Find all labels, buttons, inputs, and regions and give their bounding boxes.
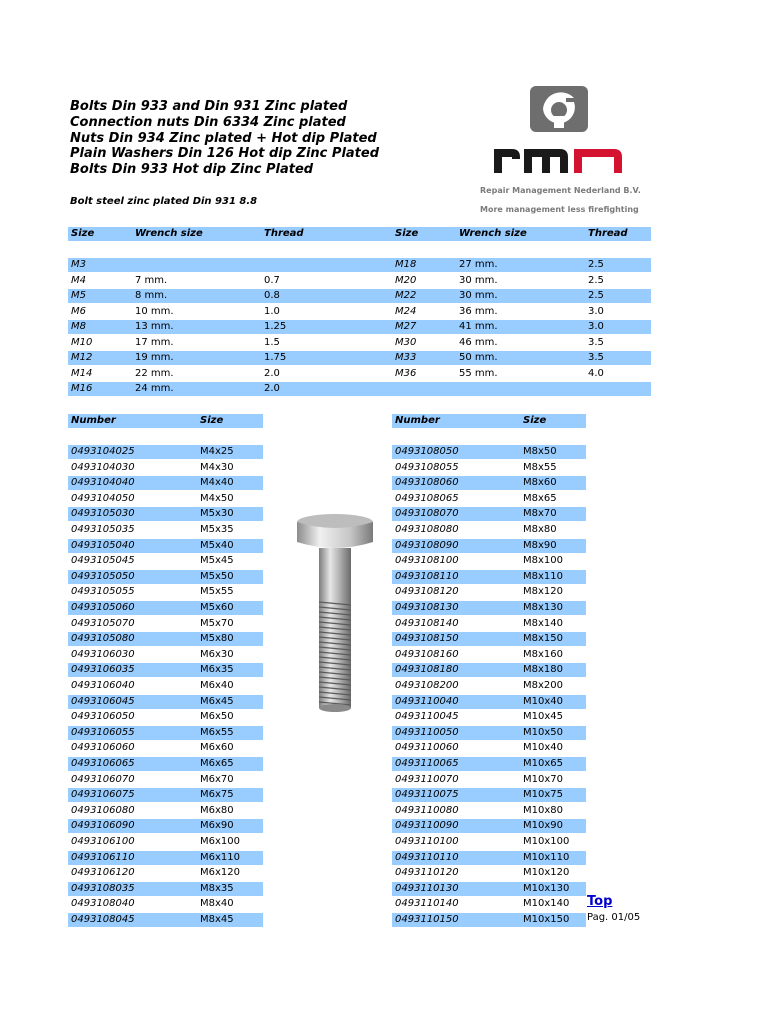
table-row [68,757,263,771]
part-size: M6x110 [200,851,240,863]
part-number: 0493105035 [71,524,135,535]
table-cell: 3.5 [588,336,604,348]
title-line: Connection nuts Din 6334 Zinc plated [70,114,346,130]
part-size: M8x65 [523,492,557,504]
size-table-row [68,351,651,365]
table-row [68,585,263,599]
table-cell: 7 mm. [135,274,168,286]
part-size: M5x80 [200,633,234,645]
table-row [68,804,263,818]
table-cell: 1.0 [264,305,280,317]
part-number: 0493106055 [71,726,135,738]
table-row [392,710,586,724]
part-size: M6x45 [200,695,234,707]
part-size: M10x90 [523,820,563,832]
page-number: Pag. 01/05 [587,912,641,923]
table-cell: M14 [71,367,93,379]
part-number: 0493106100 [71,836,135,847]
part-size: M6x75 [200,789,234,801]
table-row [392,648,586,662]
part-size: M4x30 [200,461,234,473]
table-row [68,819,263,833]
table-row [68,851,263,865]
part-size: M6x50 [200,711,234,723]
table-cell: 2.5 [588,290,604,301]
table-cell: 36 mm. [459,305,498,317]
section-subtitle: Bolt steel zinc plated Din 931 8.8 [70,196,258,207]
size-table-row [68,289,651,303]
column-header: Wrench size [135,228,203,239]
table-row [392,601,586,615]
table-row [68,445,263,459]
table-row [392,585,586,599]
part-number: 0493110120 [395,867,459,879]
table-cell: M20 [395,274,417,286]
part-size: M10x65 [523,758,563,769]
table-row [68,507,263,521]
table-cell: 19 mm. [135,352,174,363]
company-name: Repair Management Nederland B.V. [480,186,641,195]
part-size: M4x40 [200,477,234,489]
part-size: M8x70 [523,508,557,520]
part-number: 0493106045 [71,695,135,707]
part-size: M8x180 [523,664,563,676]
size-table-row [68,382,651,396]
part-number: 0493106090 [71,820,135,832]
part-number: 0493108100 [395,555,459,567]
part-number: 0493108180 [395,664,459,676]
table-row [392,913,586,927]
table-row [392,679,586,693]
table-row [68,835,263,849]
table-cell: 10 mm. [135,305,174,317]
part-number: 0493108120 [395,586,459,598]
table-row [392,523,586,537]
table-row [68,632,263,646]
table-cell: 50 mm. [459,352,498,363]
column-header: Thread [264,228,304,239]
part-number: 0493104030 [71,461,135,473]
part-number: 0493104050 [71,492,135,504]
table-cell: M4 [71,274,86,286]
column-header: Number [395,415,440,426]
part-number: 0493105045 [71,555,135,567]
part-number: 0493108035 [71,882,135,894]
table-row [68,476,263,490]
table-cell: 3.0 [588,305,604,317]
part-size: M10x130 [523,882,570,894]
part-number: 0493106030 [71,648,135,660]
part-size: M6x30 [200,648,234,660]
table-row [392,632,586,646]
column-header: Wrench size [459,228,527,239]
table-cell: 55 mm. [459,367,498,379]
part-number: 0493108040 [71,898,135,910]
number-table-header [392,414,586,428]
part-number: 0493105060 [71,602,135,613]
part-size: M10x110 [523,851,570,863]
part-size: M10x50 [523,726,563,738]
size-table-row [68,320,651,334]
table-cell: M8 [71,321,86,332]
part-size: M5x45 [200,555,234,567]
part-number: 0493110040 [395,695,459,707]
document-titles [70,99,490,178]
top-link[interactable]: Top [587,894,613,909]
table-row [68,617,263,631]
part-number: 0493110130 [395,882,459,894]
table-cell: 13 mm. [135,321,174,332]
company-tagline: More management less firefighting [480,205,639,214]
part-size: M4x25 [200,446,234,457]
part-size: M6x80 [200,804,234,816]
part-number: 0493106035 [71,664,135,676]
table-row [68,773,263,787]
table-cell: M5 [71,290,86,301]
table-cell: M36 [395,367,417,379]
table-row [392,507,586,521]
part-size: M8x140 [523,617,563,629]
table-row [68,726,263,740]
part-size: M6x100 [200,836,240,847]
part-size: M10x40 [523,742,563,754]
table-cell: 27 mm. [459,259,498,270]
rmn-logo-wordmark [494,143,622,173]
part-number: 0493106075 [71,789,135,801]
table-row [392,461,586,475]
part-size: M6x35 [200,664,234,676]
part-number: 0493108050 [395,446,459,457]
table-cell: 41 mm. [459,321,498,332]
part-size: M6x70 [200,773,234,785]
part-size: M8x110 [523,570,563,582]
table-row [392,819,586,833]
part-size: M10x120 [523,867,570,879]
table-cell: M22 [395,290,417,301]
part-number: 0493110060 [395,742,459,754]
part-number: 0493110100 [395,836,459,847]
size-table-row [68,367,651,381]
table-cell: 4.0 [588,367,604,379]
part-number: 0493105055 [71,586,135,598]
table-cell: 8 mm. [135,290,168,301]
table-row [392,897,586,911]
table-row [392,539,586,553]
number-table-header [68,414,263,428]
table-cell: 1.75 [264,352,287,363]
part-number: 0493110150 [395,914,459,925]
part-number: 0493105040 [71,539,135,551]
table-row [392,788,586,802]
part-number: 0493108150 [395,633,459,645]
part-size: M10x140 [523,898,570,910]
column-header: Thread [588,228,628,239]
part-number: 0493110070 [395,773,459,785]
table-row [68,601,263,615]
title-line: Nuts Din 934 Zinc plated + Hot dip Plated [70,130,377,146]
part-number: 0493104040 [71,477,135,489]
table-cell: M33 [395,352,417,363]
part-size: M6x55 [200,726,234,738]
part-size: M6x60 [200,742,234,754]
size-table-row [68,305,651,319]
table-row [392,570,586,584]
part-number: 0493106110 [71,851,135,863]
part-number: 0493105080 [71,633,135,645]
part-size: M8x160 [523,648,563,660]
table-cell: 0.8 [264,290,280,301]
part-number: 0493106040 [71,680,135,691]
table-cell: 1.25 [264,321,287,332]
part-size: M8x40 [200,898,234,910]
part-size: M10x70 [523,773,563,785]
table-row [392,804,586,818]
title-line: Plain Washers Din 126 Hot dip Zinc Plated [70,146,380,162]
part-number: 0493108130 [395,602,459,613]
part-size: M6x90 [200,820,234,832]
size-table-spacer [68,242,651,256]
part-size: M10x40 [523,695,563,707]
table-row [392,835,586,849]
part-number: 0493108065 [395,492,459,504]
table-row [68,539,263,553]
part-number: 0493106060 [71,742,135,754]
part-number: 0493110080 [395,804,459,816]
table-row [68,523,263,537]
column-header: Size [395,228,419,239]
table-cell: 2.0 [264,383,280,394]
part-number: 0493108110 [395,570,459,582]
table-row [68,461,263,475]
part-number: 0493104025 [71,446,135,457]
part-number: 0493106080 [71,804,135,816]
part-size: M8x100 [523,555,563,567]
size-table-header [68,227,651,241]
part-size: M8x55 [523,461,557,473]
table-row [68,695,263,709]
title-line: Bolts Din 933 and Din 931 Zinc plated [70,99,348,114]
table-row [68,710,263,724]
table-cell: 30 mm. [459,290,498,301]
part-number: 0493106120 [71,867,135,879]
table-row [68,492,263,506]
part-size: M8x60 [523,477,557,489]
table-row [392,476,586,490]
part-number: 0493108080 [395,524,459,535]
table-row [392,882,586,896]
table-row [68,679,263,693]
part-number: 0493108160 [395,648,459,660]
column-header: Size [71,228,95,239]
table-cell: M6 [71,305,86,317]
part-number: 0493110075 [395,789,459,801]
part-number: 0493106065 [71,758,135,769]
table-cell: M12 [71,352,93,363]
column-header: Size [200,415,224,426]
part-size: M10x75 [523,789,563,801]
part-number: 0493106050 [71,711,135,723]
part-size: M8x80 [523,524,557,535]
table-cell: M24 [395,305,417,317]
table-cell: 46 mm. [459,336,498,348]
column-header: Size [523,415,547,426]
table-row [392,617,586,631]
part-number: 0493105050 [71,570,135,582]
part-size: M8x45 [200,914,234,925]
part-size: M8x90 [523,539,557,551]
table-row [68,788,263,802]
table-cell: M3 [71,259,86,270]
table-row [68,741,263,755]
table-cell: 17 mm. [135,336,174,348]
table-cell: 3.0 [588,321,604,332]
table-cell: M10 [71,336,93,348]
table-row [392,695,586,709]
part-size: M10x100 [523,836,570,847]
size-table-row [68,258,651,272]
part-number: 0493106070 [71,773,135,785]
part-number: 0493110045 [395,711,459,723]
table-cell: 3.5 [588,352,604,363]
part-size: M5x40 [200,539,234,551]
part-size: M5x50 [200,570,234,582]
part-size: M8x50 [523,446,557,457]
table-cell: M16 [71,383,93,394]
table-cell: 22 mm. [135,367,174,379]
part-size: M8x130 [523,602,563,613]
table-cell: 2.5 [588,274,604,286]
part-number: 0493110090 [395,820,459,832]
part-size: M5x35 [200,524,234,535]
part-size: M8x120 [523,586,563,598]
part-size: M5x55 [200,586,234,598]
table-cell: 2.5 [588,259,604,270]
part-number: 0493110065 [395,758,459,769]
part-number: 0493108055 [395,461,459,473]
part-number: 0493110140 [395,898,459,910]
part-number: 0493110050 [395,726,459,738]
part-number: 0493105070 [71,617,135,629]
part-size: M5x30 [200,508,234,520]
table-row [392,773,586,787]
part-number: 0493108060 [395,477,459,489]
part-number: 0493105030 [71,508,135,520]
part-number: 0493108200 [395,680,459,691]
part-size: M10x150 [523,914,570,925]
wrench-logo-icon [530,86,588,132]
part-number: 0493108045 [71,914,135,925]
table-row [68,913,263,927]
table-row [392,851,586,865]
hex-bolt-image [290,512,380,716]
table-cell: 1.5 [264,336,280,348]
part-size: M5x70 [200,617,234,629]
table-row [68,648,263,662]
part-number: 0493108090 [395,539,459,551]
size-table-row [68,336,651,350]
part-size: M10x80 [523,804,563,816]
table-row [392,866,586,880]
table-cell: 0.7 [264,274,280,286]
part-size: M8x35 [200,882,234,894]
table-row [68,882,263,896]
table-cell: 24 mm. [135,383,174,394]
column-header: Number [71,415,116,426]
part-size: M6x40 [200,680,234,691]
table-cell: M18 [395,259,417,270]
part-number: 0493108070 [395,508,459,520]
part-number: 0493108140 [395,617,459,629]
table-cell: M30 [395,336,417,348]
title-line: Bolts Din 933 Hot dip Zinc Plated [70,162,314,178]
size-table-row [68,274,651,288]
table-row [68,866,263,880]
table-row [392,741,586,755]
part-size: M6x120 [200,867,240,879]
part-size: M10x45 [523,711,563,723]
part-size: M6x65 [200,758,234,769]
table-row [68,663,263,677]
table-row [392,554,586,568]
table-row [392,445,586,459]
table-row [392,663,586,677]
table-row [68,897,263,911]
table-row [392,757,586,771]
table-row [392,492,586,506]
table-cell: M27 [395,321,417,332]
part-size: M4x50 [200,492,234,504]
table-row [392,726,586,740]
table-cell: 2.0 [264,367,280,379]
part-number: 0493110110 [395,851,459,863]
table-row [68,554,263,568]
part-size: M5x60 [200,602,234,613]
part-size: M8x150 [523,633,563,645]
table-cell: 30 mm. [459,274,498,286]
part-size: M8x200 [523,680,563,691]
table-row [68,570,263,584]
